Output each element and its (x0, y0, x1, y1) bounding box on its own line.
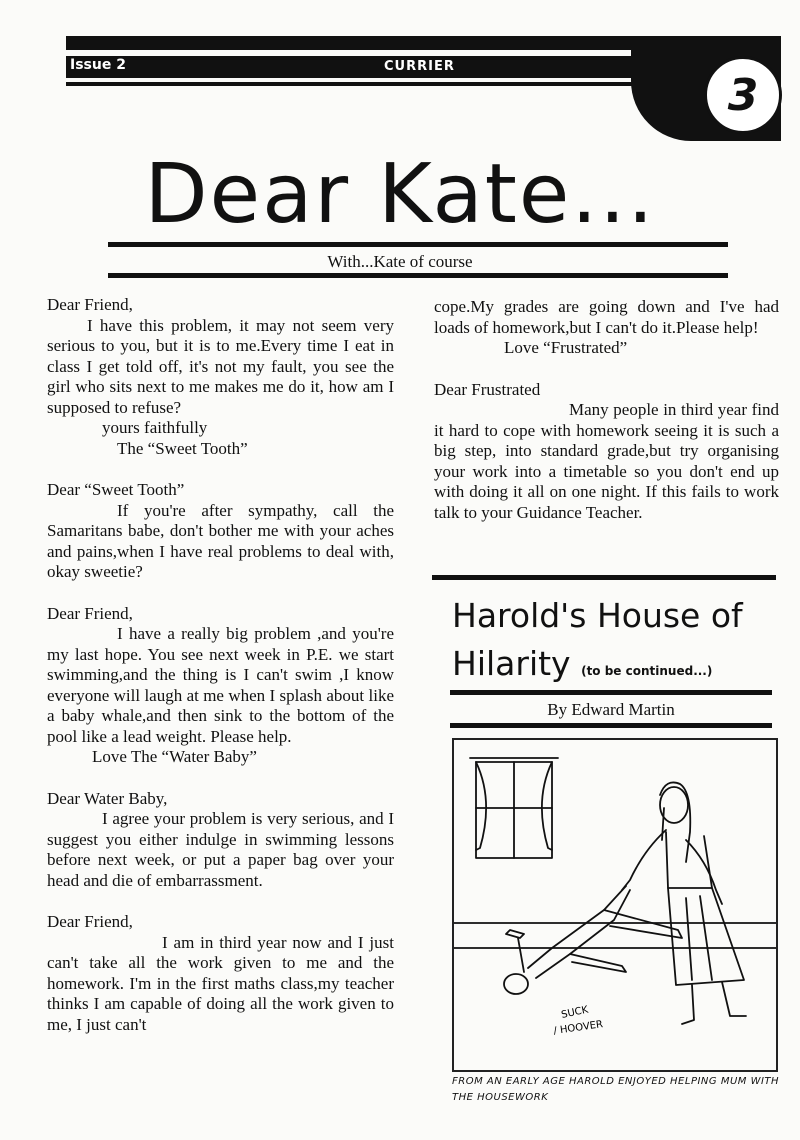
left-column (47, 295, 394, 1056)
harold-title-line-1: Harold's House of (452, 596, 743, 635)
reply-salutation: Dear “Sweet Tooth” (47, 480, 185, 499)
reply-salutation: Dear Water Baby, (47, 788, 168, 808)
letter-salutation: Dear Friend, (47, 295, 133, 314)
letter-salutation: Dear Friend, (47, 912, 133, 931)
letter-signature: Love The “Water Baby” (92, 747, 257, 766)
cartoon-illustration (452, 738, 778, 1072)
reply-body: If you're after sympathy, call the Samaritans babe, don't bother me with your aches and pains,when I have real problems to deal with, okay sweetie? (47, 500, 394, 581)
cartoon-label-suck: SUCK (560, 1004, 590, 1021)
section-rule (432, 575, 776, 580)
letter-signature: Love “Frustrated” (504, 338, 628, 357)
letter-salutation: Dear Friend, (47, 603, 133, 623)
letter-closing: yours faithfully (102, 418, 208, 437)
letter-water-baby (47, 604, 394, 768)
cartoon-label-hoover: / HOOVER (552, 1019, 604, 1037)
letter-frustrated (47, 912, 394, 1035)
header-thin-line (66, 82, 706, 86)
letter-body: I have this problem, it may not seem very serious to you, but it is to me.Every time I eat in class I get told off, it's not my fault, you see the girl who sits next to me makes me do it, how am I supposed to refuse? (47, 315, 394, 417)
page-title: Dear Kate... (144, 147, 656, 242)
letter-body-continued: cope.My grades are going down and I've had loads of homework,but I can't do it.Please help! (434, 297, 779, 337)
letter-signature: The “Sweet Tooth” (117, 438, 248, 458)
page-number: 3 (704, 56, 782, 134)
harold-title-line-2 (452, 640, 782, 695)
publication-name: CURRIER (384, 59, 455, 74)
byline-rule-top (450, 690, 772, 695)
letter-body: I have a really big problem ,and you're my last hope. You see next week in P.E. we start swimming,and the thing is I can't swim ,I know everyone will laugh at me when I splash about like a baby whale,and then sink to the bottom of the pool like a lead weight. Please help. (47, 624, 394, 746)
letter-sweet-tooth (47, 295, 394, 459)
header-band (66, 36, 766, 136)
reply-sweet-tooth (47, 480, 394, 583)
title-rule-top (108, 242, 728, 247)
harold-title-note: (to be continued...) (581, 664, 713, 678)
reply-salutation: Dear Frustrated (434, 379, 541, 399)
title-rule-bottom (108, 273, 728, 278)
cartoon-drawing (454, 740, 776, 1070)
harold-title (452, 592, 782, 695)
byline-rule-bottom (450, 723, 772, 728)
cartoon-caption: FROM AN EARLY AGE HAROLD ENJOYED HELPING MUM WITH THE HOUSEWORK (452, 1076, 780, 1103)
byline: By Edward Martin (547, 700, 675, 719)
header-top-bar (66, 36, 706, 50)
harold-title-word: Hilarity (452, 644, 571, 683)
reply-frustrated (434, 380, 779, 524)
page-subtitle: With...Kate of course (327, 252, 473, 271)
letter-frustrated-continued (434, 297, 779, 359)
reply-water-baby (47, 789, 394, 892)
issue-label: Issue 2 (70, 57, 126, 73)
reply-body: I agree your problem is very serious, and I suggest you either indulge in swimming lessons before next week, or put a paper bag over your head and die of embarrassment. (47, 809, 394, 890)
right-column (434, 297, 779, 544)
letter-body: I am in third year now and I just can't take all the work given to me and the homework. I'm in the first maths class,my teacher thinks I am capable of doing all the work given to me, I just can't (47, 932, 394, 1034)
reply-body: Many people in third year find it hard to cope with homework seeing it is such a big step, into standard grade,but try organising your work into a timetable so you don't end up with doing it all on one night. If this fails to work talk to your Guidance Teacher. (434, 400, 779, 522)
